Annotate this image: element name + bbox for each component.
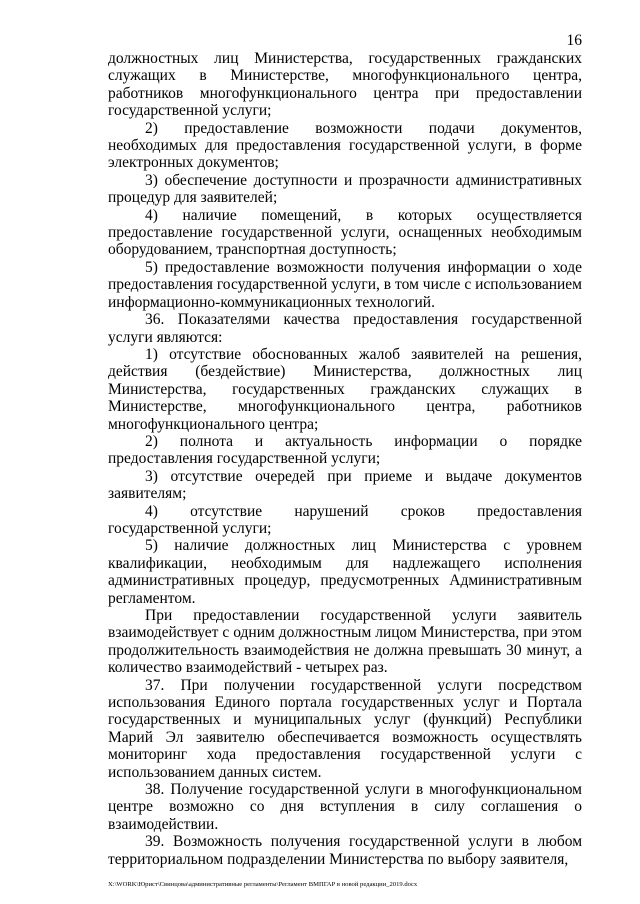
page-number: 16 [566,32,582,49]
paragraph: 5) наличие должностных лиц Министерства с уровнем квалификации, необходимым для надлежащего исполнения административных процедур, предусмотренных Административным регламентом. [108,537,582,607]
paragraph: 37. При получении государственной услуги посредством использования Единого портала государственных услуг и Портала государственных и муниципальных услуг (функций) Республики Марий Эл заявителю обеспечивается возможность осуществлять мониторинг хода предоставления государственной услуги с использованием данных систем. [108,676,582,781]
paragraph: должностных лиц Министерства, государственных гражданских служащих в Министерстве, многофункционального центра, работников многофункционального центра при предоставлении государственной услуги; [108,50,582,120]
paragraph: 5) предоставление возможности получения информации о ходе предоставления государственной услуги, в том числе с использованием информационно-коммуникационных технологий. [108,258,582,311]
paragraph: 38. Получение государственной услуги в многофункциональном центре возможно со дня вступления в силу соглашения о взаимодействии. [108,781,582,833]
paragraph: 1) отсутствие обоснованных жалоб заявителей на решения, действия (бездействие) Министерства, должностных лиц Министерства, государственных гражданских служащих в Министерстве, многофункционального центра, работников многофункционального центра; [108,345,582,433]
footer-file-path: X:\WORK\Юрист\Свинцова\административные регламенты\Регламент ВМПГАР в новой редакции_2019.docx [108,881,418,888]
paragraph: 3) обеспечение доступности и прозрачности административных процедур для заявителей; [108,171,582,207]
document-body [108,50,582,868]
paragraph: При предоставлении государственной услуги заявитель взаимодействует с одним должностным лицом Министерства, при этом продолжительность взаимодействия не должна превышать 30 минут, а количество взаимодействий - четырех раз. [108,607,582,677]
paragraph: 2) полнота и актуальность информации о порядке предоставления государственной услуги; [108,432,582,468]
paragraph: 3) отсутствие очередей при приеме и выдаче документов заявителям; [108,467,582,503]
paragraph: 36. Показателями качества предоставления государственной услуги являются: [108,311,582,346]
paragraph: 4) отсутствие нарушений сроков предоставления государственной услуги; [108,502,582,537]
paragraph: 4) наличие помещений, в которых осуществляется предоставление государственной услуги, оснащенных необходимым оборудованием, транспортная доступность; [108,206,582,259]
paragraph: 2) предоставление возможности подачи документов, необходимых для предоставления государственной услуги, в форме электронных документов; [108,119,582,172]
paragraph: 39. Возможность получения государственной услуги в любом территориальном подразделении Министерства по выбору заявителя, [108,833,582,868]
